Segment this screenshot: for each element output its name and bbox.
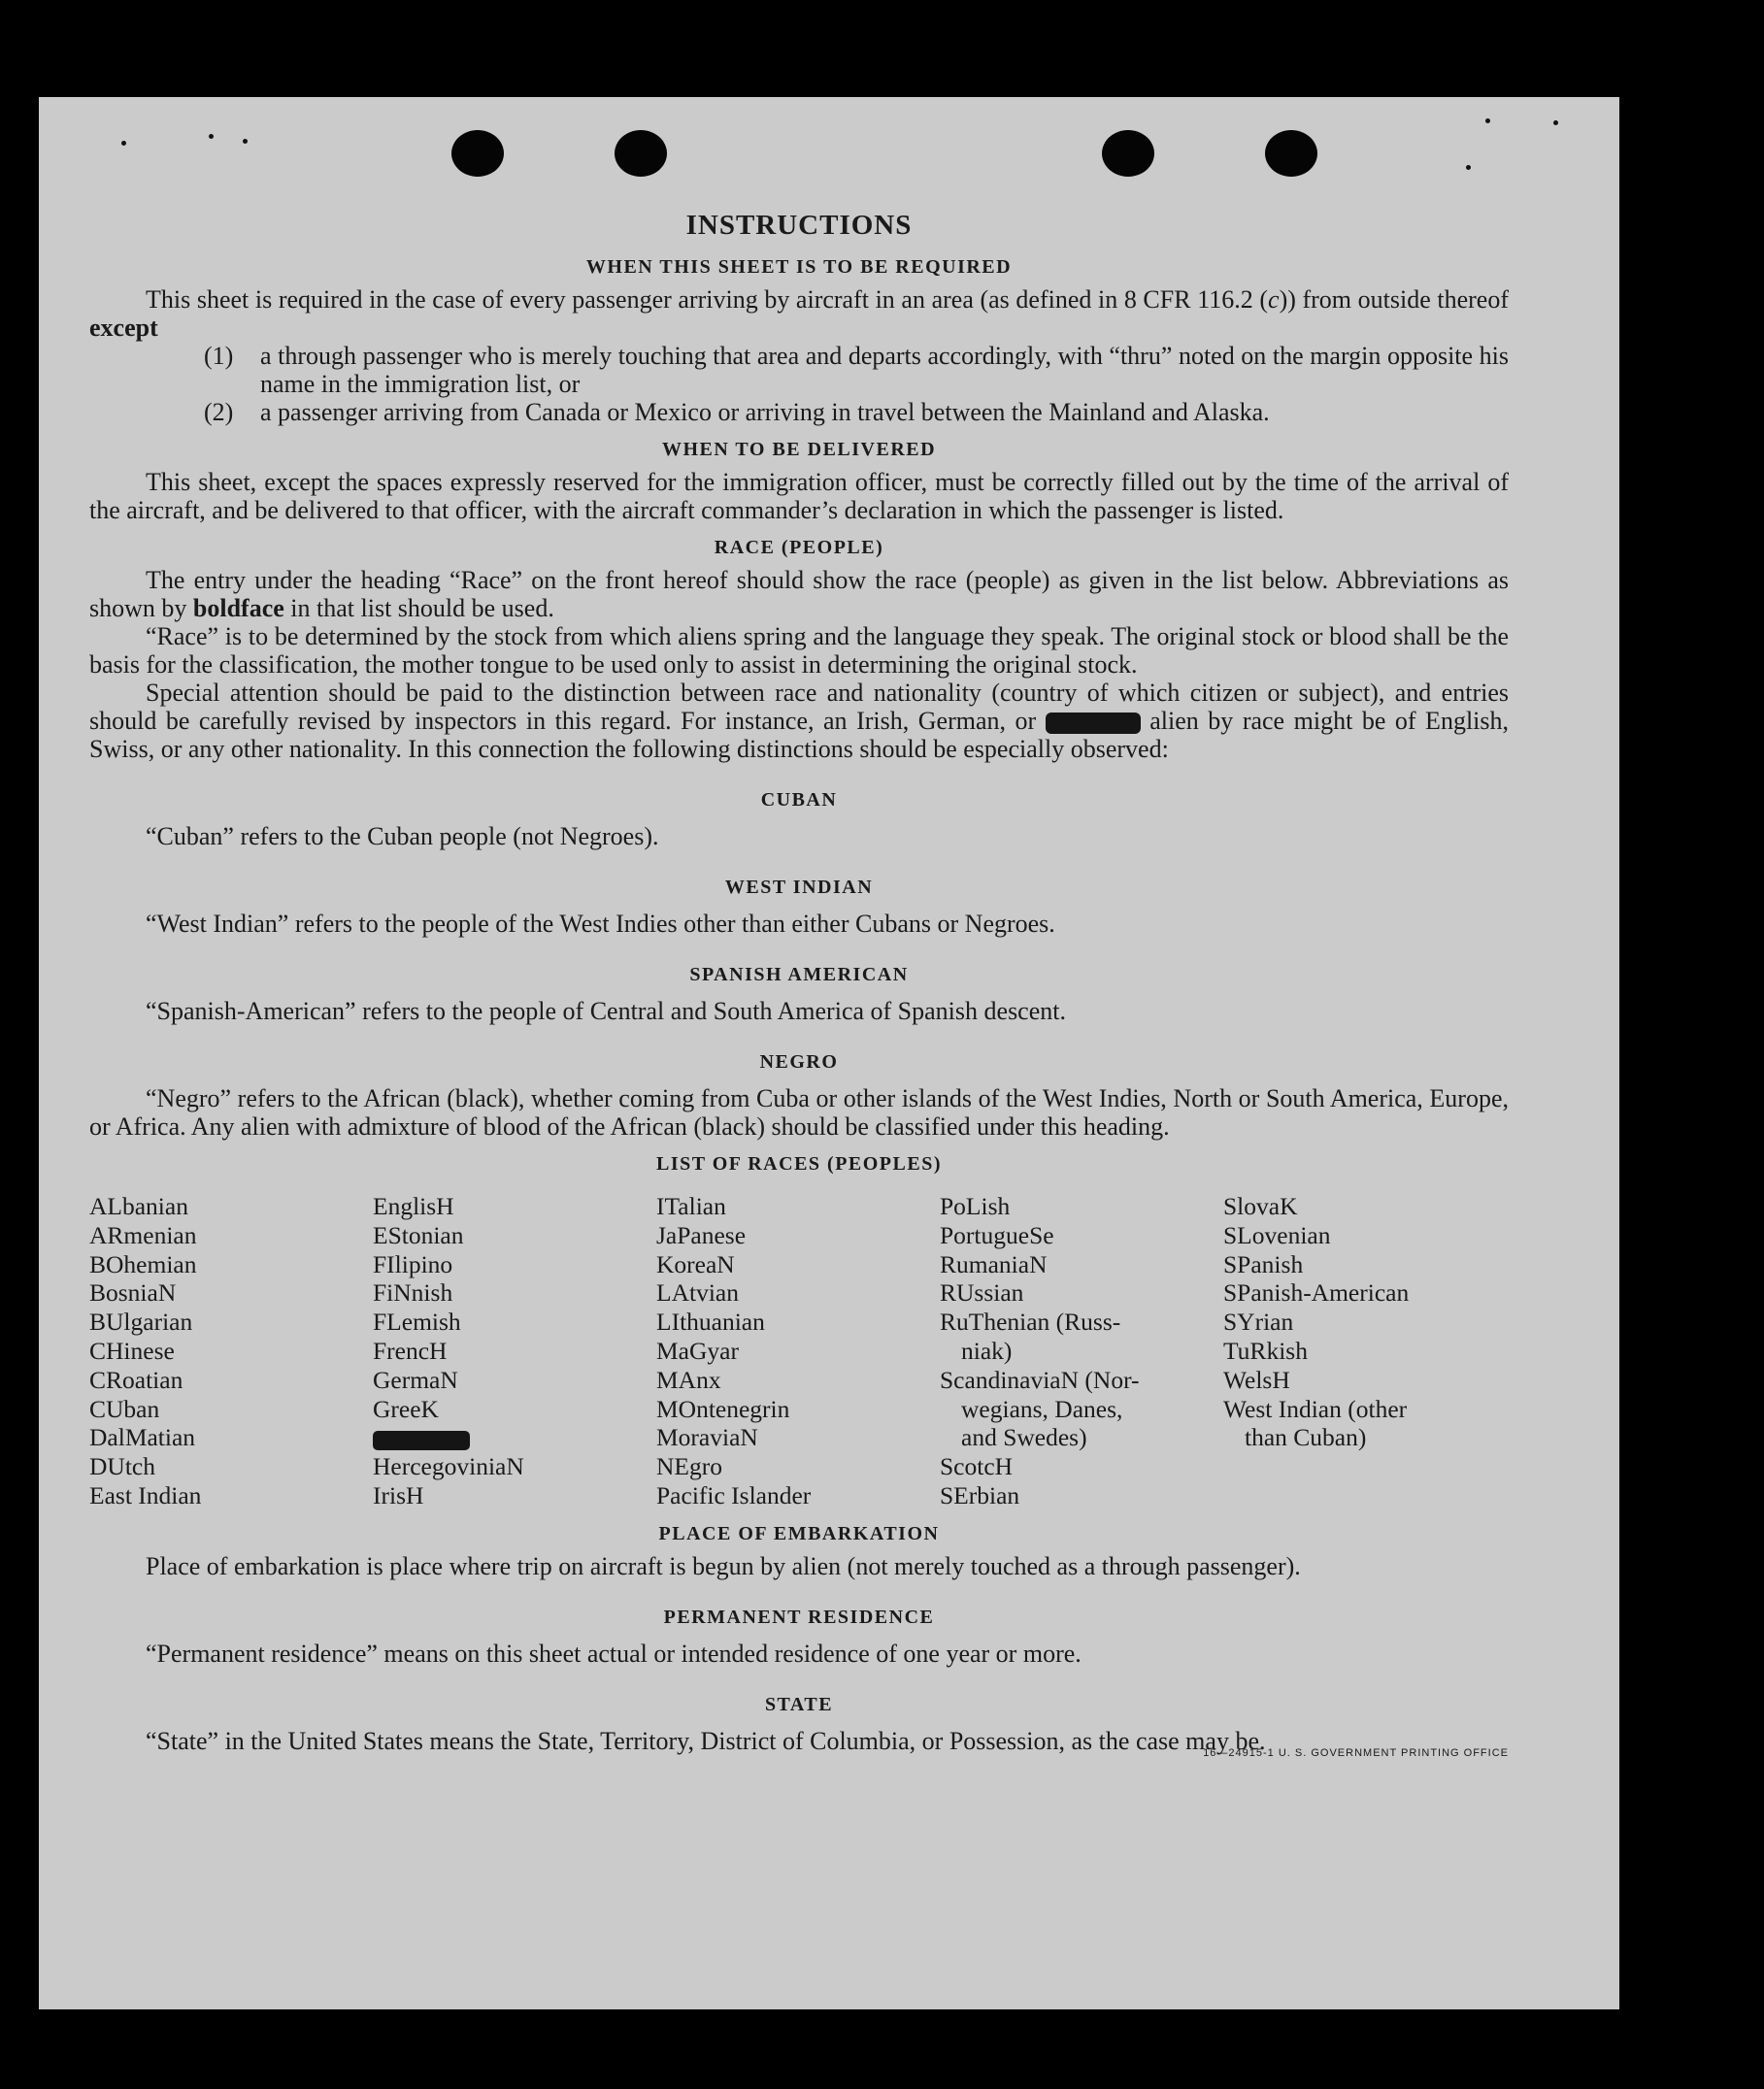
race-item: MoraviaN xyxy=(656,1423,758,1452)
page-title: INSTRUCTIONS xyxy=(685,210,913,241)
race-item: SErbian xyxy=(940,1480,1020,1509)
race-item: East Indian xyxy=(89,1480,202,1509)
speck xyxy=(1466,165,1471,170)
race-item: LAtvian xyxy=(656,1278,739,1308)
speck xyxy=(121,141,126,146)
race-item: ScandinaviaN (Nor- xyxy=(940,1365,1140,1394)
race-item: CRoatian xyxy=(89,1365,183,1394)
section-heading-state: STATE xyxy=(764,1693,834,1715)
race-column-5 xyxy=(1223,1192,1509,1510)
section-heading-race: RACE (PEOPLE) xyxy=(714,537,884,558)
speck xyxy=(243,139,248,144)
race-item: RumaniaN xyxy=(940,1249,1048,1278)
punch-hole xyxy=(451,130,504,177)
race-column-2 xyxy=(373,1192,656,1510)
residence-text: “Permanent residence” means on this sheet actual or intended residence of one year or more. xyxy=(146,1639,1082,1668)
race-item: LIthuanian xyxy=(656,1308,765,1337)
section-heading-residence: PERMANENT RESIDENCE xyxy=(663,1606,935,1628)
race-item: HercegoviniaN xyxy=(373,1452,524,1481)
race-item: JaPanese xyxy=(656,1220,747,1249)
section-heading-west-indian: WEST INDIAN xyxy=(724,877,874,898)
instructions-text xyxy=(89,212,1509,1768)
race-item: EStonian xyxy=(373,1220,464,1249)
race-item: PortugueSe xyxy=(940,1220,1054,1249)
race-item: NEgro xyxy=(656,1452,722,1481)
race-item: EnglisH xyxy=(373,1192,454,1220)
race-item: SPanish-American xyxy=(1223,1278,1410,1308)
race-item-continuation: than Cuban) xyxy=(1245,1423,1367,1452)
race-item: ScotcH xyxy=(940,1452,1014,1481)
race-item: GermaN xyxy=(373,1365,458,1394)
race-item: IrisH xyxy=(373,1480,424,1509)
race-item: GreeK xyxy=(373,1394,439,1423)
race-item: FrencH xyxy=(373,1336,448,1365)
spanish-american-text: “Spanish-American” refers to the people of Central and South America of Spanish descent. xyxy=(146,997,1066,1025)
race-item: FiNnish xyxy=(373,1278,453,1308)
delivered-text: This sheet, except the spaces expressly reserved for the immigration officer, must be correctly filled out by the time of the arrival of the aircraft, and be delivered to that officer, with the aircraft commander’s declaration in which the passenger is listed. xyxy=(89,468,1509,524)
section-heading-required: WHEN THIS SHEET IS TO BE REQUIRED xyxy=(585,256,1013,278)
race-item: DalMatian xyxy=(89,1423,196,1452)
race-item: Pacific Islander xyxy=(656,1480,812,1509)
exception-item-2: (2) a passenger arriving from Canada or Mexico or arriving in travel between the Mainland and Alaska. xyxy=(204,398,1270,426)
section-heading-embarkation: PLACE OF EMBARKATION xyxy=(658,1522,940,1544)
cuban-text: “Cuban” refers to the Cuban people (not Negroes). xyxy=(146,822,659,850)
section-heading-cuban: CUBAN xyxy=(760,789,838,811)
race-item: SYrian xyxy=(1223,1308,1294,1337)
race-item-continuation: wegians, Danes, xyxy=(961,1394,1123,1423)
race-paragraph-1: The entry under the heading “Race” on the front hereof should show the race (people) as given in the list below. Abbreviations as shown by boldface in that list should be used. xyxy=(89,566,1509,622)
speck xyxy=(1553,120,1558,125)
race-item: DUtch xyxy=(89,1452,155,1481)
race-item: CHinese xyxy=(89,1336,175,1365)
punch-hole xyxy=(615,130,667,177)
race-item-continuation: and Swedes) xyxy=(961,1423,1087,1452)
race-column-3 xyxy=(656,1192,940,1510)
race-item: BOhemian xyxy=(89,1249,197,1278)
race-item: FLemish xyxy=(373,1308,461,1337)
embarkation-text: Place of embarkation is place where trip on aircraft is begun by alien (not merely touched as a through passenger). xyxy=(146,1551,1301,1580)
negro-text: “Negro” refers to the African (black), whether coming from Cuba or other islands of the West Indies, North or South America, Europe, or Africa. Any alien with admixture of blood of the African (black) should be classified under this heading. xyxy=(89,1084,1509,1141)
race-item: RUssian xyxy=(940,1278,1024,1308)
race-item: West Indian (other xyxy=(1223,1394,1408,1423)
race-item: MOntenegrin xyxy=(656,1394,790,1423)
state-text: “State” in the United States means the State, Territory, District of Columbia, or Possession, as the case may be. xyxy=(146,1726,1266,1755)
printing-office-imprint: 16—24915-1 U. S. GOVERNMENT PRINTING OFFICE xyxy=(1203,1746,1509,1759)
race-item: CUban xyxy=(89,1394,160,1423)
punch-hole xyxy=(1102,130,1154,177)
race-item: SPanish xyxy=(1223,1249,1304,1278)
speck xyxy=(1485,118,1490,123)
race-column-4 xyxy=(940,1192,1223,1510)
punch-hole xyxy=(1265,130,1317,177)
race-item: BUlgarian xyxy=(89,1308,193,1337)
race-paragraph-2: “Race” is to be determined by the stock from which aliens spring and the language they speak. The original stock or blood shall be the basis for the classification, the mother tongue to be used only to assist in determining the original stock. xyxy=(89,622,1509,679)
race-item: ALbanian xyxy=(89,1192,188,1220)
redaction-mark xyxy=(1046,713,1141,734)
race-item: KoreaN xyxy=(656,1249,735,1278)
race-item: PoLish xyxy=(940,1192,1011,1220)
west-indian-text: “West Indian” refers to the people of the West Indies other than either Cubans or Negroes. xyxy=(146,910,1055,938)
race-item: SLovenian xyxy=(1223,1220,1331,1249)
race-item: MaGyar xyxy=(656,1336,739,1365)
section-heading-negro: NEGRO xyxy=(759,1051,839,1073)
race-item: ITalian xyxy=(656,1192,726,1220)
race-item: BosniaN xyxy=(89,1278,177,1308)
section-heading-list-of-races: LIST OF RACES (PEOPLES) xyxy=(655,1153,942,1175)
speck xyxy=(209,134,214,139)
section-heading-delivered: WHEN TO BE DELIVERED xyxy=(661,439,937,460)
race-item: SlovaK xyxy=(1223,1192,1298,1220)
race-item-redacted xyxy=(373,1423,656,1452)
race-item: RuThenian (Russ- xyxy=(940,1308,1121,1337)
redaction-mark xyxy=(373,1431,470,1450)
document-sheet xyxy=(39,97,1619,2009)
race-item: TuRkish xyxy=(1223,1336,1308,1365)
race-list xyxy=(89,1192,1509,1510)
race-item: FIlipino xyxy=(373,1249,453,1278)
race-column-1 xyxy=(89,1192,373,1510)
required-intro: This sheet is required in the case of every passenger arriving by aircraft in an area (as defined in 8 CFR 116.2 (c)) from outside thereof except xyxy=(89,285,1509,342)
race-item-continuation: niak) xyxy=(961,1336,1013,1365)
section-heading-spanish-american: SPANISH AMERICAN xyxy=(689,964,909,985)
race-item: WelsH xyxy=(1223,1365,1290,1394)
exception-item-1: (1) a through passenger who is merely touching that area and departs accordingly, with “thru” noted on the margin opposite his name in the immigration list, or xyxy=(204,342,1509,398)
race-paragraph-3: Special attention should be paid to the distinction between race and nationality (country of which citizen or subject), and entries should be carefully revised by inspectors in this regard. For instance, an Irish, German, or alien by race might be of English, Swiss, or any other nationality. In this connection the following distinctions should be especially observed: xyxy=(89,679,1510,763)
race-item: ARmenian xyxy=(89,1220,197,1249)
race-item: MAnx xyxy=(656,1365,721,1394)
